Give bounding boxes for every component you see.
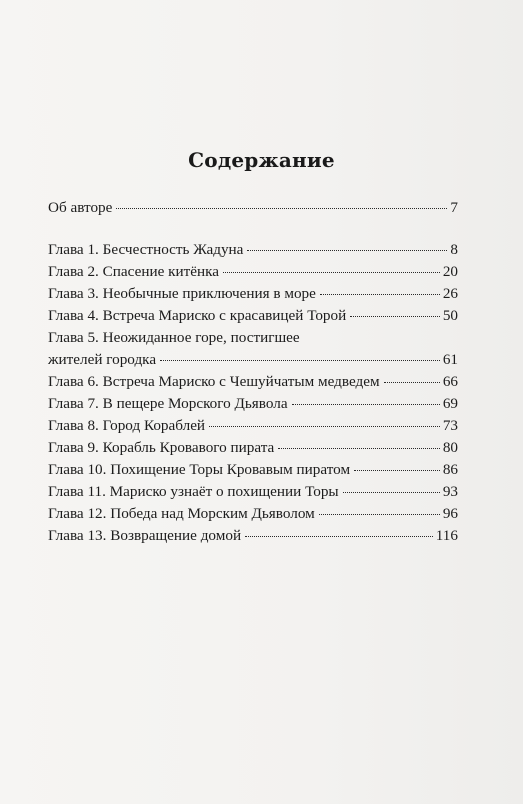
- dot-leader: [343, 492, 440, 493]
- dot-leader: [116, 208, 447, 209]
- toc-entry-page: 8: [450, 241, 458, 258]
- dot-leader: [292, 404, 440, 405]
- toc-entry-chapter-3: [48, 284, 458, 304]
- toc-entry-chapter-13: [48, 526, 458, 546]
- toc-entry-page: 93: [442, 483, 458, 500]
- toc-entry-title: Глава 3. Необычные приключения в море: [48, 285, 316, 302]
- toc-entry-title: жителей городка: [48, 351, 157, 368]
- toc-entry-title: Глава 9. Корабль Кровавого пирата: [48, 439, 275, 456]
- toc-entry-page: 20: [442, 263, 458, 280]
- toc-entry-chapter-9: [48, 438, 458, 458]
- toc-entry-title: Глава 10. Похищение Торы Кровавым пиратом: [48, 461, 351, 478]
- toc-entry-chapter-8: [48, 416, 458, 436]
- toc-entry-title: Глава 2. Спасение китёнка: [48, 263, 220, 280]
- toc-entry-chapter-4: [48, 306, 458, 326]
- toc-entry-page: 50: [442, 307, 458, 324]
- toc-entry-page: 73: [442, 417, 458, 434]
- dot-leader: [223, 272, 440, 273]
- toc-entry-page: 66: [442, 373, 458, 390]
- page-title: Содержание: [188, 148, 335, 172]
- toc-entry-page: 7: [450, 199, 458, 216]
- toc-entry-chapter-5-line-1: Глава 5. Неожиданное горе, постигшее: [48, 329, 300, 346]
- dot-leader: [384, 382, 440, 383]
- toc-entry-page: 96: [442, 505, 458, 522]
- toc-entry-title: Глава 11. Мариско узнаёт о похищении Торы: [48, 483, 339, 500]
- toc-entry-chapter-2: [48, 262, 458, 282]
- toc-entry-page: 116: [435, 527, 458, 544]
- dot-leader: [209, 426, 440, 427]
- dot-leader: [320, 294, 440, 295]
- dot-leader: [319, 514, 440, 515]
- dot-leader: [245, 536, 433, 537]
- toc-entry-title: Глава 7. В пещере Морского Дьявола: [48, 395, 288, 412]
- dot-leader: [247, 250, 447, 251]
- toc-entry-page: 69: [442, 395, 458, 412]
- toc-entry-page: 80: [442, 439, 458, 456]
- toc-entry-title: Глава 8. Город Кораблей: [48, 417, 206, 434]
- dot-leader: [160, 360, 440, 361]
- toc-entry-chapter-1: [48, 240, 458, 260]
- toc-entry-page: 86: [442, 461, 458, 478]
- toc-entry-chapter-12: [48, 504, 458, 524]
- toc-entry-title: Глава 13. Возвращение домой: [48, 527, 242, 544]
- dot-leader: [354, 470, 440, 471]
- dot-leader: [278, 448, 440, 449]
- toc-entry-title: Об авторе: [48, 199, 113, 216]
- toc-entry-chapter-10: [48, 460, 458, 480]
- toc-entry-chapter-11: [48, 482, 458, 502]
- dot-leader: [350, 316, 440, 317]
- toc-entry-chapter-6: [48, 372, 458, 392]
- toc-entry-chapter-7: [48, 394, 458, 414]
- toc-entry-page: 61: [442, 351, 458, 368]
- toc-entry-title: Глава 12. Победа над Морским Дьяволом: [48, 505, 315, 522]
- toc-entry-page: 26: [442, 285, 458, 302]
- toc-entry-title: Глава 6. Встреча Мариско с Чешуйчатым медведем: [48, 373, 380, 390]
- toc-entry-chapter-5: [48, 350, 458, 370]
- toc-entry-about-author: [48, 198, 458, 218]
- toc-entry-title: Глава 1. Бесчестность Жадуна: [48, 241, 244, 258]
- toc-entry-title: Глава 4. Встреча Мариско с красавицей Торой: [48, 307, 347, 324]
